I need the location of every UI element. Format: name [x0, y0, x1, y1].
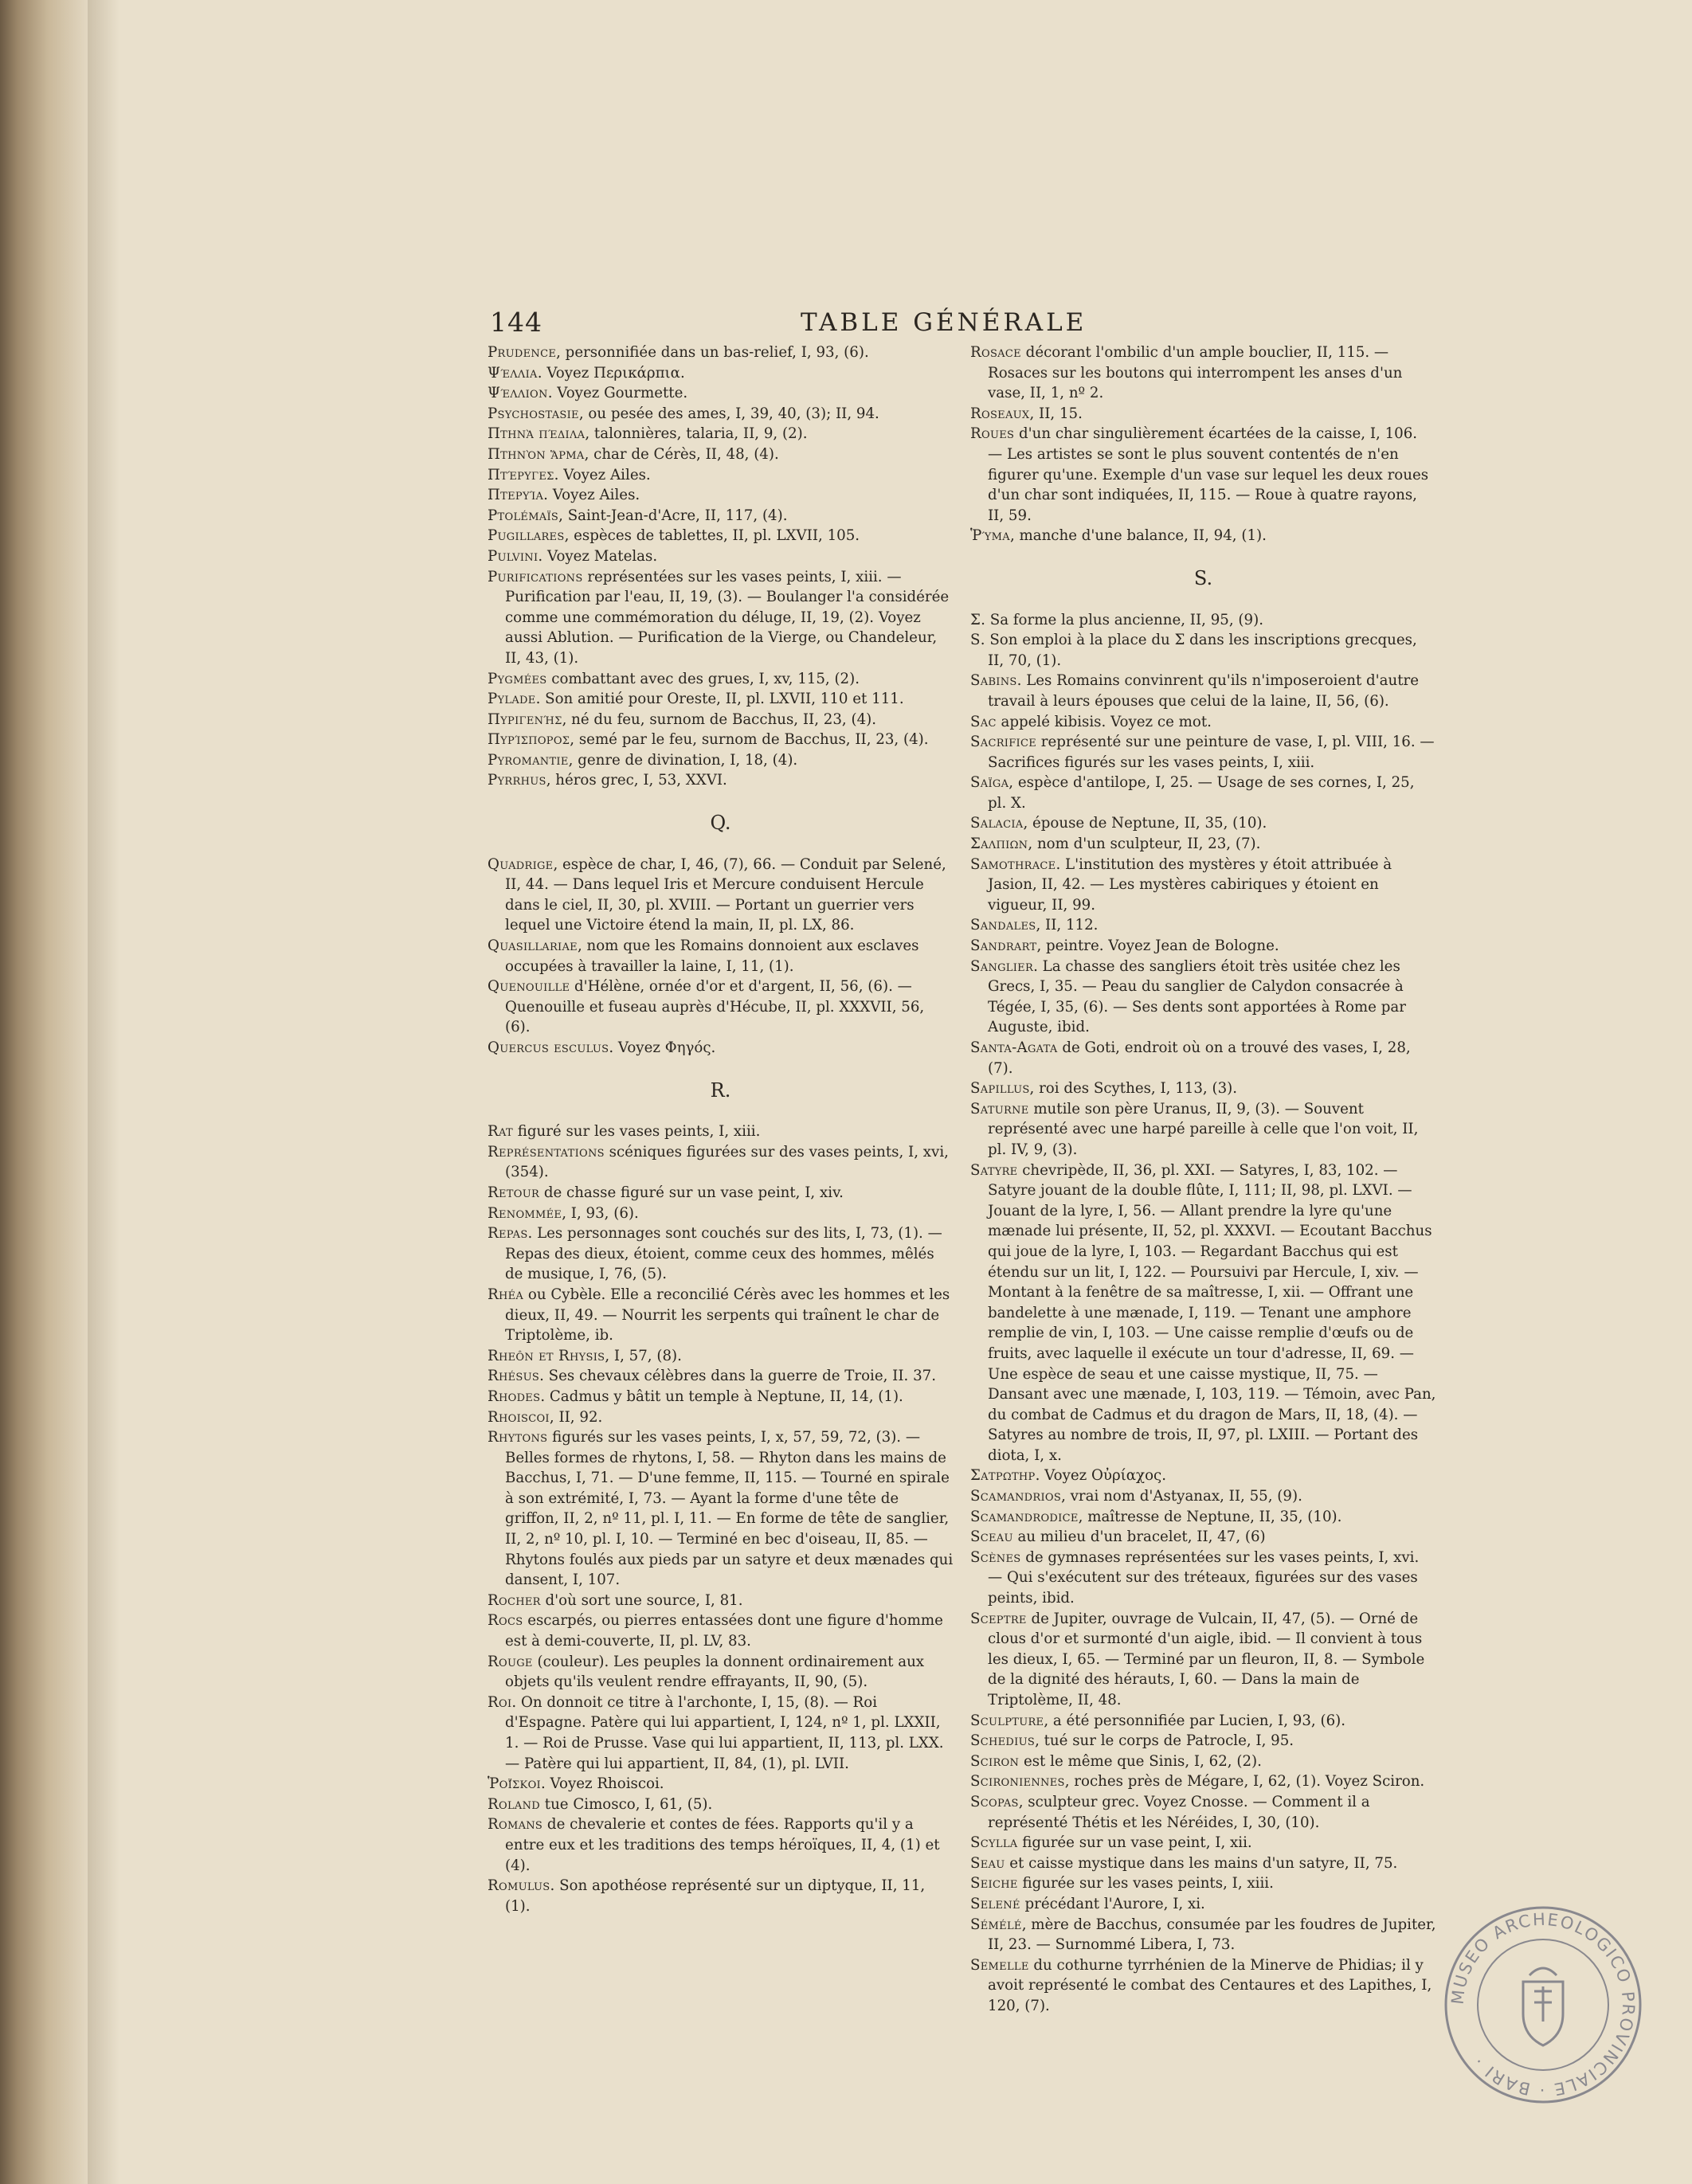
- index-entry: [488, 689, 954, 710]
- entry-text: , personnifiée dans un bas-relief, I, 93, (6).: [556, 344, 869, 361]
- entry-text: . Voyez Φηγός.: [609, 1039, 716, 1056]
- entry-lemma: Roues: [970, 425, 1015, 443]
- entry-lemma: Sémélé: [970, 1916, 1022, 1933]
- entry-lemma: Sandrart: [970, 937, 1037, 955]
- entry-lemma: Πτηνὸν ἅρμα: [488, 445, 585, 463]
- index-entry: [488, 1346, 954, 1367]
- index-entry: [488, 1814, 954, 1876]
- entry-lemma: Représentations: [488, 1143, 605, 1160]
- index-entry: [488, 1183, 954, 1204]
- index-entry: [970, 915, 1436, 936]
- index-entry: [488, 669, 954, 690]
- index-entry: [970, 1873, 1436, 1894]
- entry-text: , II, 92.: [549, 1408, 603, 1426]
- entry-lemma: Quadrige: [488, 855, 554, 873]
- entry-text: scéniques figurées sur des vases peints, I, xvi, (354).: [505, 1143, 949, 1181]
- entry-text: combattant avec des grues, I, xv, 115, (2).: [546, 670, 860, 687]
- entry-lemma: Scènes: [970, 1548, 1021, 1566]
- entry-text: , talonnières, talaria, II, 9, (2).: [585, 425, 808, 443]
- index-entry: [488, 710, 954, 730]
- entry-lemma: Sceau: [970, 1528, 1013, 1546]
- index-entry: [970, 1507, 1436, 1528]
- index-entry: [488, 342, 954, 363]
- index-entry: [488, 567, 954, 669]
- entry-text: précédant l'Aurore, I, xi.: [1020, 1895, 1205, 1912]
- index-entry: [488, 1693, 954, 1774]
- entry-text: , I, 57, (8).: [605, 1347, 682, 1364]
- entry-text: représenté sur une peinture de vase, I, pl. VIII, 16. — Sacrifices figurés sur les vases peints, I, xiii.: [988, 734, 1435, 771]
- entry-lemma: Sandales: [970, 917, 1036, 934]
- entry-text: , semé par le feu, surnom de Bacchus, II, 23, (4).: [570, 731, 929, 749]
- entry-text: . Les Romains convinrent qu'ils n'imposeroient d'autre travail à leurs épouses que celui de la laine, II, 56, (6).: [988, 672, 1419, 710]
- index-entry: [970, 1771, 1436, 1792]
- entry-lemma: Purifications: [488, 568, 583, 585]
- entry-lemma: Quercus esculus: [488, 1039, 609, 1056]
- entry-lemma: Renommée: [488, 1204, 562, 1222]
- index-entry: [970, 1915, 1436, 1955]
- entry-lemma: Ψέλλιον: [488, 385, 548, 402]
- entry-lemma: Σατρωτηρ: [970, 1467, 1036, 1485]
- entry-lemma: Rhéa: [488, 1286, 524, 1303]
- index-entry: [488, 730, 954, 750]
- entry-lemma: Πυριγενής: [488, 710, 562, 728]
- entry-text: , tué sur le corps de Patrocle, I, 95.: [1035, 1732, 1294, 1750]
- entry-text: , II, 112.: [1036, 917, 1099, 934]
- entry-lemma: Semelle: [970, 1956, 1029, 1974]
- index-entry: [488, 383, 954, 404]
- svg-text:MUSEO ARCHEOLOGICO PROVINCIALE: MUSEO ARCHEOLOGICO PROVINCIALE · BARI ·: [1447, 1909, 1639, 2100]
- entry-text: mutile son père Uranus, II, 9, (3). — Souvent représenté avec une harpé pareille à celle que l'on voit, II, pl. IV, 9, (3).: [988, 1100, 1419, 1158]
- entry-text: , né du feu, surnom de Bacchus, II, 23, (4).: [562, 710, 877, 728]
- entry-lemma: Selené: [970, 1895, 1020, 1912]
- entry-lemma: Schedius: [970, 1732, 1036, 1750]
- section-letter: R.: [710, 1078, 731, 1102]
- entry-lemma: Quenouille: [488, 978, 570, 996]
- entry-lemma: Rocs: [488, 1612, 523, 1630]
- entry-text: , a été personnifiée par Lucien, I, 93, (6).: [1044, 1712, 1346, 1729]
- index-entry: [488, 1121, 954, 1142]
- entry-lemma: Roi: [488, 1693, 512, 1711]
- index-entry: [970, 1792, 1436, 1833]
- entry-text: représentées sur les vases peints, I, xiii. — Purification par l'eau, II, 19, (3). — Boulanger l'a considérée comme une commémoration du déluge, II, 19, (2). Voyez aussi Ablution. — Purification de la Vierge, ou Chandeleur, II, 43, (1).: [505, 568, 950, 667]
- entry-lemma: Rhodes: [488, 1388, 541, 1405]
- index-entry: [970, 732, 1436, 773]
- entry-text: . L'institution des mystères y étoit attribuée à Jasion, II, 42. — Les mystères cabiriques y étoient en vigueur, II, 99.: [988, 855, 1392, 914]
- entry-text: figurés sur les vases peints, I, x, 57, 59, 72, (3). — Belles formes de rhytons, I, 58. — Rhyton dans les mains de Bacchus, I, 71. — D'une femme, II, 115. — Tourné en spirale à son extrémité, I, 73. — Ayant la forme d'une tête de griffon, II, 2, nº 11, pl. I, 11. — En forme de tête de sanglier, II, 2, nº 10, pl. I, 10. — Terminé en bec d'oiseau, II, 85. — Rhytons foulés aux pieds par un satyre et deux mænades qui dansent, I, 107.: [505, 1429, 954, 1589]
- index-entry: [488, 1142, 954, 1183]
- index-entry: [970, 773, 1436, 813]
- entry-lemma: Pyromantie: [488, 751, 569, 769]
- entry-lemma: Rhytons: [488, 1429, 548, 1446]
- entry-lemma: Ῥύμα: [970, 527, 1010, 545]
- entry-text: . Son amitié pour Oreste, II, pl. LXVII, 110 et 111.: [535, 691, 904, 708]
- entry-lemma: Sanglier: [970, 957, 1034, 975]
- index-entry: [970, 712, 1436, 733]
- index-column-left: [488, 342, 954, 1916]
- index-entry: [970, 404, 1436, 425]
- section-letter: S.: [1193, 566, 1213, 589]
- entry-text: . Voyez Ailes.: [543, 487, 640, 504]
- entry-text: décorant l'ombilic d'un ample bouclier, II, 115. — Rosaces sur les boutons qui interrompent les anses d'un vase, II, 1, nº 2.: [988, 344, 1403, 402]
- binding-shadow: [88, 0, 119, 2184]
- entry-text: figurée sur un vase peint, I, xii.: [1017, 1834, 1252, 1852]
- index-entry: [488, 1285, 954, 1346]
- index-entry: [488, 1038, 954, 1059]
- entry-text: , vrai nom d'Astyanax, II, 55, (9).: [1061, 1488, 1302, 1505]
- entry-text: appelé kibisis. Voyez ce mot.: [996, 713, 1212, 730]
- entry-text: . La chasse des sangliers étoit très usitée chez les Grecs, I, 35. — Peau du sanglier de Calydon consacrée à Tégée, I, 35, (6). — Ses dents sont apportées à Rome par Auguste, ibid.: [988, 957, 1406, 1036]
- index-entry: [970, 1752, 1436, 1772]
- index-entry: [970, 671, 1436, 711]
- entry-text: , héros grec, I, 53, XXVI.: [546, 772, 727, 789]
- index-entry: [970, 1711, 1436, 1732]
- entry-lemma: Roseaux: [970, 405, 1030, 422]
- entry-lemma: Ptolémaïs: [488, 507, 559, 524]
- entry-lemma: Saïga: [970, 774, 1009, 792]
- entry-lemma: Retour: [488, 1184, 540, 1201]
- index-entry: [970, 424, 1436, 526]
- entry-text: . Voyez Περικάρπια.: [537, 364, 685, 382]
- index-entry: [970, 834, 1436, 855]
- index-entry: [488, 1591, 954, 1611]
- entry-text: , roi des Scythes, I, 113, (3).: [1029, 1080, 1238, 1098]
- coat-of-arms-icon: [1523, 1968, 1563, 2045]
- entry-text: , peintre. Voyez Jean de Bologne.: [1036, 937, 1279, 955]
- index-entry: [970, 1160, 1436, 1466]
- entry-text: , manche d'une balance, II, 94, (1).: [1009, 527, 1267, 545]
- entry-lemma: Rosace: [970, 344, 1021, 361]
- entry-lemma: Πτερυία: [488, 487, 544, 504]
- entry-text: . Sa forme la plus ancienne, II, 95, (9).: [981, 611, 1263, 628]
- entry-lemma: Rouge: [488, 1653, 533, 1670]
- entry-text: . Voyez Rhoiscoi.: [540, 1775, 664, 1793]
- entry-text: d'un char singulièrement écartées de la caisse, I, 106. — Les artistes se sont le plus souvent contentés de n'en figurer qu'une. Exemple d'un vase sur lequel les deux roues d'un char sont indiquées, II, 115. — Roue à quatre rayons, II, 59.: [988, 425, 1429, 524]
- index-entry: [970, 1955, 1436, 2017]
- entry-text: , épouse de Neptune, II, 35, (10).: [1023, 815, 1267, 832]
- entry-lemma: Santa-Agata: [970, 1039, 1058, 1056]
- index-entry: [970, 1609, 1436, 1711]
- entry-lemma: Πτηνὰ πέδιλα: [488, 425, 586, 443]
- entry-lemma: Psychostasie: [488, 405, 579, 422]
- index-entry: [488, 444, 954, 465]
- entry-lemma: Repas: [488, 1225, 528, 1243]
- entry-lemma: Pugillares: [488, 527, 565, 545]
- index-entry: [488, 977, 954, 1038]
- index-entry: [488, 506, 954, 526]
- index-entry: [970, 1099, 1436, 1160]
- entry-text: figurée sur les vases peints, I, xiii.: [1017, 1875, 1274, 1892]
- entry-lemma: Scylla: [970, 1834, 1018, 1852]
- entry-lemma: Πυρίσπορος: [488, 731, 570, 749]
- entry-text: , I, 93, (6).: [562, 1204, 639, 1222]
- page-header: [490, 307, 1442, 343]
- entry-lemma: Romans: [488, 1816, 543, 1834]
- entry-text: (couleur). Les peuples la donnent ordinairement aux objets qu'ils veulent rendre effrayants, II, 90, (5).: [505, 1653, 925, 1691]
- index-entry: [488, 1204, 954, 1224]
- entry-text: d'où sort une source, I, 81.: [540, 1591, 743, 1609]
- entry-text: . Voyez Gourmette.: [547, 385, 688, 402]
- entry-text: escarpés, ou pierres entassées dont une figure d'homme est à demi-couverte, II, pl. LV, 83.: [505, 1612, 943, 1650]
- entry-lemma: Pyrrhus: [488, 772, 546, 789]
- entry-text: . On donnoit ce titre à l'archonte, I, 15, (8). — Roi d'Espagne. Patère qui lui appartient, I, 124, nº 1, pl. LXXII, 1. — Roi de Prusse. Vase qui lui appartient, II, 113, pl. LXX. — Patère qui lui appartient, II, 84, (1), pl. LVII.: [505, 1693, 944, 1772]
- entry-lemma: Sac: [970, 713, 997, 730]
- entry-lemma: Rhésus: [488, 1368, 540, 1385]
- entry-text: . Les personnages sont couchés sur des lits, I, 73, (1). — Repas des dieux, étoient, comme ceux des hommes, mêlés de musique, I, 76, (5).: [505, 1225, 942, 1283]
- index-entry: [488, 750, 954, 771]
- index-entry: [488, 526, 954, 546]
- entry-text: . Voyez Ailes.: [554, 466, 651, 483]
- index-entry: [970, 855, 1436, 916]
- index-entry: [488, 770, 954, 791]
- index-entry: [970, 1853, 1436, 1874]
- index-entry: [488, 1795, 954, 1815]
- entry-text: . Voyez Οὐρίαχος.: [1035, 1467, 1166, 1485]
- museum-stamp: [1440, 1902, 1646, 2108]
- entry-lemma: Satyre: [970, 1161, 1018, 1179]
- index-column-right: [970, 342, 1436, 2017]
- index-entry: [970, 1731, 1436, 1752]
- entry-text: , espèces de tablettes, II, pl. LXVII, 105.: [564, 527, 860, 545]
- entry-lemma: Ψέλλια: [488, 364, 538, 382]
- entry-text: , espèce d'antilope, I, 25. — Usage de ses cornes, I, 25, pl. X.: [988, 774, 1415, 812]
- index-entry: [488, 485, 954, 506]
- entry-text: , roches près de Mégare, I, 62, (1). Voyez Sciron.: [1064, 1773, 1425, 1791]
- entry-text: ou Cybèle. Elle a reconcilié Cérès avec les hommes et les dieux, II, 49. — Nourrit les serpents qui traînent le char de Triptolème, ib.: [505, 1286, 950, 1344]
- entry-text: , sculpteur grec. Voyez Cnosse. — Comment il a représenté Thétis et les Néréides, I, 30, (10).: [988, 1793, 1370, 1831]
- index-entry: [488, 465, 954, 486]
- entry-text: d'Hélène, ornée d'or et d'argent, II, 56, (6). — Quenouille et fuseau auprès d'Hécube, II, pl. XXXVII, 56, (6).: [505, 978, 925, 1036]
- index-entry: [488, 404, 954, 425]
- entry-text: figuré sur les vases peints, I, xiii.: [512, 1123, 761, 1141]
- index-entry: [970, 1527, 1436, 1548]
- index-entry: [488, 1366, 954, 1387]
- entry-text: , Saint-Jean-d'Acre, II, 117, (4).: [558, 507, 788, 524]
- index-entry: [488, 1774, 954, 1795]
- entry-text: au milieu d'un bracelet, II, 47, (6): [1012, 1528, 1266, 1546]
- index-entry: [488, 1427, 954, 1591]
- entry-text: , char de Cérès, II, 48, (4).: [584, 445, 779, 463]
- page-title: TABLE GÉNÉRALE: [801, 308, 1087, 337]
- index-entry: [488, 1223, 954, 1285]
- index-entry: [970, 610, 1436, 631]
- index-entry: [488, 363, 954, 384]
- entry-lemma: Quasillariae: [488, 937, 578, 955]
- entry-lemma: Rocher: [488, 1591, 541, 1609]
- entry-text: , nom que les Romains donnoient aux esclaves occupées à travailler la laine, I, 11, (1).: [505, 937, 919, 975]
- section-letter: Q.: [710, 812, 731, 835]
- index-entry: [970, 1486, 1436, 1507]
- entry-lemma: Salacia: [970, 815, 1024, 832]
- entry-text: et caisse mystique dans les mains d'un satyre, II, 75.: [1005, 1854, 1398, 1872]
- entry-lemma: Roland: [488, 1795, 540, 1813]
- entry-text: de chevalerie et contes de fées. Rapports qu'il y a entre eux et les traditions des temps héroïques, II, 4, (1) et (4).: [505, 1816, 940, 1874]
- entry-lemma: Rheôn et Rhysis: [488, 1347, 605, 1364]
- index-entry: [488, 424, 954, 444]
- index-entry: [970, 936, 1436, 957]
- entry-lemma: Scamandrodice: [970, 1508, 1079, 1525]
- index-entry: [488, 1652, 954, 1693]
- entry-lemma: Σ: [970, 611, 981, 628]
- index-entry: [970, 957, 1436, 1038]
- entry-text: , ou pesée des ames, I, 39, 40, (3); II, 94.: [578, 405, 879, 422]
- entry-lemma: Sculpture: [970, 1712, 1044, 1729]
- index-entry: [970, 1038, 1436, 1078]
- entry-lemma: Ῥοΐσκοι: [488, 1775, 541, 1793]
- index-entry: [488, 855, 954, 936]
- entry-lemma: Scopas: [970, 1793, 1019, 1810]
- entry-text: chevripède, II, 36, pl. XXI. — Satyres, I, 83, 102. — Satyre jouant de la double flûte, I, 111; II, 98, pl. LXVI. — Jouant de la lyre, I, 56. — Allant prendre la lyre qu'une mænade lui présente, II, 52, pl. XXXVI. — Ecoutant Bacchus qui joue de la lyre, I, 103. — Regardant Bacchus qui est étendu sur un lit, I, 122. — Poursuivi par Hercule, I, xiv. — Montant à la fenêtre de sa maîtresse, I, xii. — Offrant une bandelette à une mænade, I, 119. — Tenant une amphore remplie de vin, I, 103. — Une caisse remplie d'œufs ou de fruits, avec laquelle il exécute un tour d'adresse, II, 69. — Une espèce de seau et une caisse mystique, II, 75. — Dansant avec une mænade, I, 103, 119. — Témoin, avec Pan, du combat de Cadmus et du dragon de Mars, II, 18, (4). — Satyres au nombre de trois, II, 97, pl. LXIII. — Portant des diota, I, x.: [988, 1161, 1436, 1464]
- entry-lemma: Sabins: [970, 672, 1017, 690]
- entry-lemma: Sceptre: [970, 1610, 1027, 1627]
- entry-text: de gymnases représentées sur les vases peints, I, xvi. — Qui s'exécutent sur des tréteaux, figurées sur des vases peints, ibid.: [988, 1548, 1420, 1607]
- entry-lemma: Scamandrios: [970, 1488, 1062, 1505]
- entry-lemma: Sciron: [970, 1752, 1020, 1770]
- entry-lemma: Prudence: [488, 344, 557, 361]
- entry-text: , nom d'un sculpteur, II, 23, (7).: [1028, 836, 1261, 853]
- entry-lemma: Σαλπιων: [970, 836, 1028, 853]
- entry-lemma: Seau: [970, 1854, 1005, 1872]
- index-entry: [970, 1466, 1436, 1486]
- entry-lemma: Samothrace: [970, 855, 1056, 873]
- entry-text: de Jupiter, ouvrage de Vulcain, II, 47, (5). — Orné de clous d'or et surmonté d'un aigle, ibid. — Il convient à tous les dieux, I, 65. — Terminé par un fleuron, II, 8. — Symbole de la dignité des hérauts, I, 60. — Dans la main de Triptolème, II, 48.: [988, 1610, 1425, 1708]
- entry-text: , maîtresse de Neptune, II, 35, (10).: [1078, 1508, 1342, 1525]
- entry-text: . Son apothéose représenté sur un diptyque, II, 11, (1).: [505, 1877, 926, 1915]
- index-entry: [488, 1876, 954, 1916]
- index-entry: [970, 630, 1436, 671]
- entry-text: de chasse figuré sur un vase peint, I, xiv.: [539, 1184, 844, 1201]
- entry-lemma: Seiche: [970, 1875, 1018, 1892]
- index-entry: [970, 1833, 1436, 1853]
- book-binding-edge: [0, 0, 88, 2184]
- entry-text: . Son emploi à la place du Σ dans les inscriptions grecques, II, 70, (1).: [980, 632, 1417, 669]
- page-number: 144: [490, 307, 542, 338]
- index-entry: [970, 342, 1436, 404]
- entry-text: tue Cimosco, I, 61, (5).: [539, 1795, 713, 1813]
- index-entry: [970, 1078, 1436, 1099]
- entry-lemma: Romulus: [488, 1877, 550, 1895]
- entry-text: de Goti, endroit où on a trouvé des vases, I, 28, (7).: [988, 1039, 1411, 1077]
- index-entry: [970, 1548, 1436, 1609]
- entry-text: , espèce de char, I, 46, (7), 66. — Conduit par Selené, II, 44. — Dans lequel Iris et Mercure conduisent Hercule dans le ciel, II, 30, pl. XVIII. — Portant un guerrier vers lequel une Victoire étend la main, II, pl. LX, 86.: [505, 855, 946, 934]
- index-entry: [488, 1611, 954, 1651]
- index-entry: [488, 1387, 954, 1407]
- index-entry: [488, 1407, 954, 1428]
- entry-lemma: Sacrifice: [970, 734, 1037, 751]
- entry-lemma: S: [970, 632, 981, 649]
- entry-lemma: Pygmées: [488, 670, 547, 687]
- entry-text: est le même que Sinis, I, 62, (2).: [1019, 1752, 1262, 1770]
- entry-text: . Ses chevaux célèbres dans la guerre de Troie, II. 37.: [539, 1368, 937, 1385]
- entry-lemma: Saturne: [970, 1100, 1029, 1117]
- entry-text: , II, 15.: [1029, 405, 1083, 422]
- index-entry: [488, 546, 954, 567]
- entry-text: , mère de Bacchus, consumée par les foudres de Jupiter, II, 23. — Surnommé Libera, I, 73.: [988, 1916, 1436, 1954]
- entry-text: . Cadmus y bâtit un temple à Neptune, II, 14, (1).: [540, 1388, 903, 1405]
- entry-lemma: Πτέρυγες: [488, 466, 554, 483]
- entry-text: . Voyez Matelas.: [538, 547, 658, 565]
- entry-lemma: Pylade: [488, 691, 536, 708]
- index-entry: [970, 1894, 1436, 1915]
- index-entry: [488, 936, 954, 977]
- entry-lemma: Pulvini: [488, 547, 539, 565]
- entry-lemma: Rat: [488, 1123, 513, 1141]
- entry-text: , genre de divination, I, 18, (4).: [568, 751, 798, 769]
- entry-lemma: Sapillus: [970, 1080, 1030, 1098]
- index-entry: [970, 813, 1436, 834]
- index-entry: [970, 526, 1436, 546]
- entry-lemma: Rhoiscoi: [488, 1408, 550, 1426]
- entry-lemma: Scironiennes: [970, 1773, 1065, 1791]
- entry-text: du cothurne tyrrhénien de la Minerve de Phidias; il y avoit représenté le combat des Centaures et des Lapithes, I, 120, (7).: [988, 1956, 1432, 2014]
